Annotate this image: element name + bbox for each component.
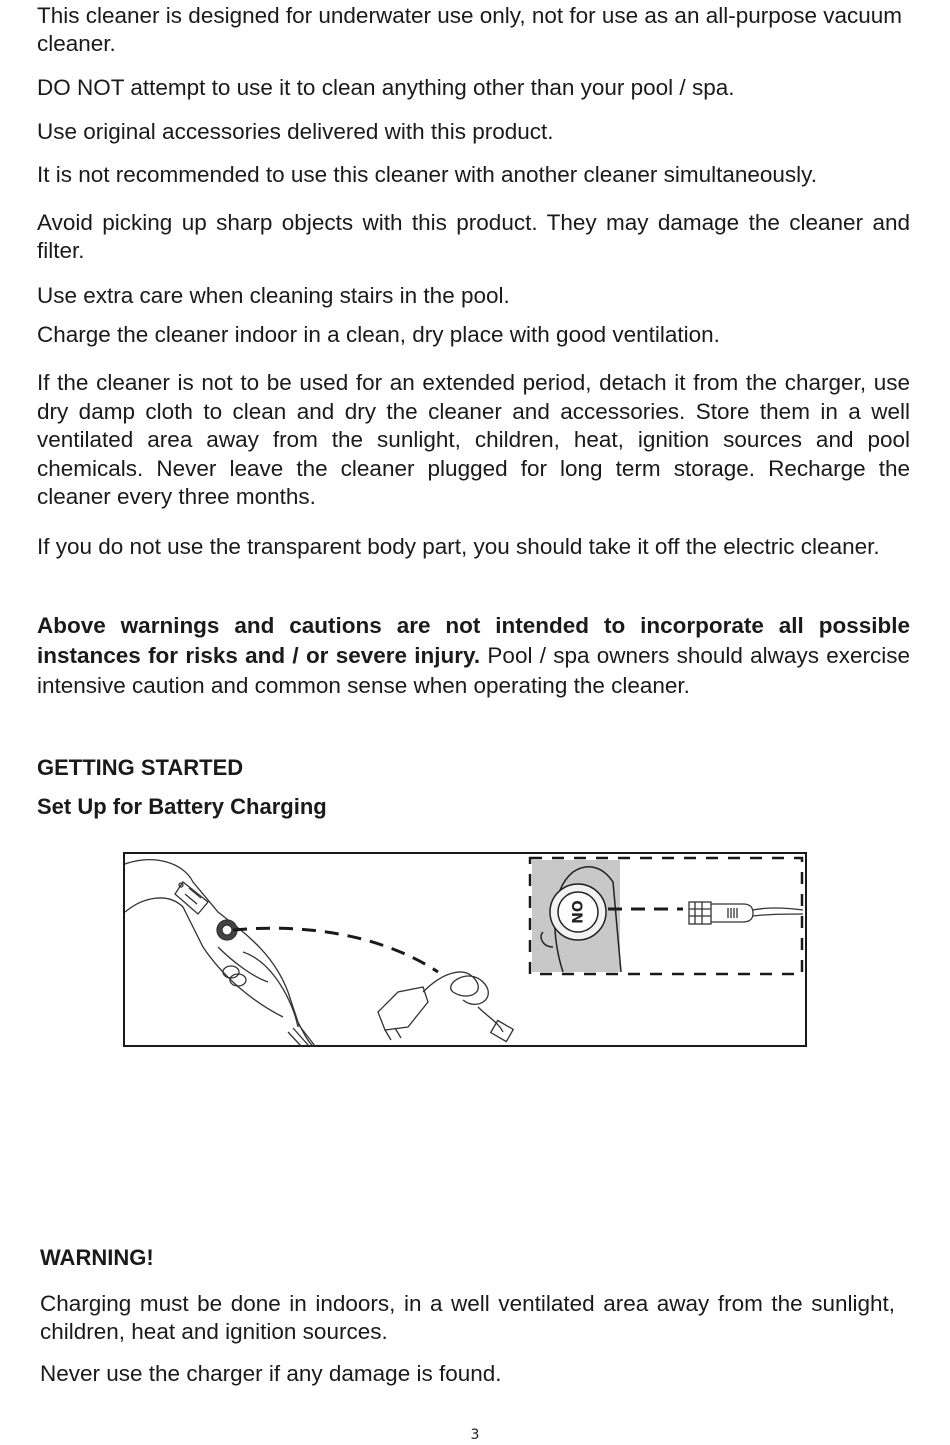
safety-disclaimer-bold: Above warnings and cautions are not intended to incorporate all possible instances for risks and / or severe injury. — [37, 613, 910, 668]
safety-paragraph-5: Avoid picking up sharp objects with this product. They may damage the cleaner and filter. — [37, 210, 910, 263]
safety-paragraph-2: DO NOT attempt to use it to clean anything other than your pool / spa. — [37, 75, 735, 100]
safety-paragraph-6: Use extra care when cleaning stairs in the pool. — [37, 283, 510, 308]
safety-disclaimer — [37, 611, 910, 701]
page-number: 3 — [470, 1427, 480, 1443]
safety-disclaimer-rest: Pool / spa owners should always exercise intensive caution and common sense when operating the cleaner. — [37, 643, 910, 698]
charging-illustration — [123, 852, 807, 1047]
safety-paragraph-7: Charge the cleaner indoor in a clean, dry place with good ventilation. — [37, 322, 720, 347]
warning-paragraph-1: Charging must be done in indoors, in a well ventilated area away from the sunlight, children, heat and ignition sources. — [40, 1291, 895, 1344]
svg-text:ON: ON — [568, 900, 584, 924]
getting-started-heading: GETTING STARTED — [37, 755, 244, 780]
safety-paragraph-1: This cleaner is designed for underwater use only, not for use as an all-purpose vacuum cleaner. — [37, 3, 903, 56]
warning-heading: WARNING! — [40, 1245, 154, 1270]
safety-paragraph-3: Use original accessories delivered with this product. — [37, 119, 554, 144]
safety-paragraph-4: It is not recommended to use this cleaner with another cleaner simultaneously. — [37, 162, 817, 187]
warning-paragraph-2: Never use the charger if any damage is found. — [40, 1361, 502, 1386]
battery-charging-subheading: Set Up for Battery Charging — [37, 794, 327, 819]
safety-paragraph-8: If the cleaner is not to be used for an extended period, detach it from the charger, use dry damp cloth to clean and dry the cleaner and accessories. Store them in a well ventilated area away from the sunlight, children, heat, ignition sources and pool chemicals. Never leave the cleaner plugged for long term storage. Recharge the cleaner every three months. — [37, 370, 910, 509]
charging-setup-figure — [123, 852, 807, 1047]
safety-paragraph-9: If you do not use the transparent body part, you should take it off the electric cleaner. — [37, 534, 880, 559]
